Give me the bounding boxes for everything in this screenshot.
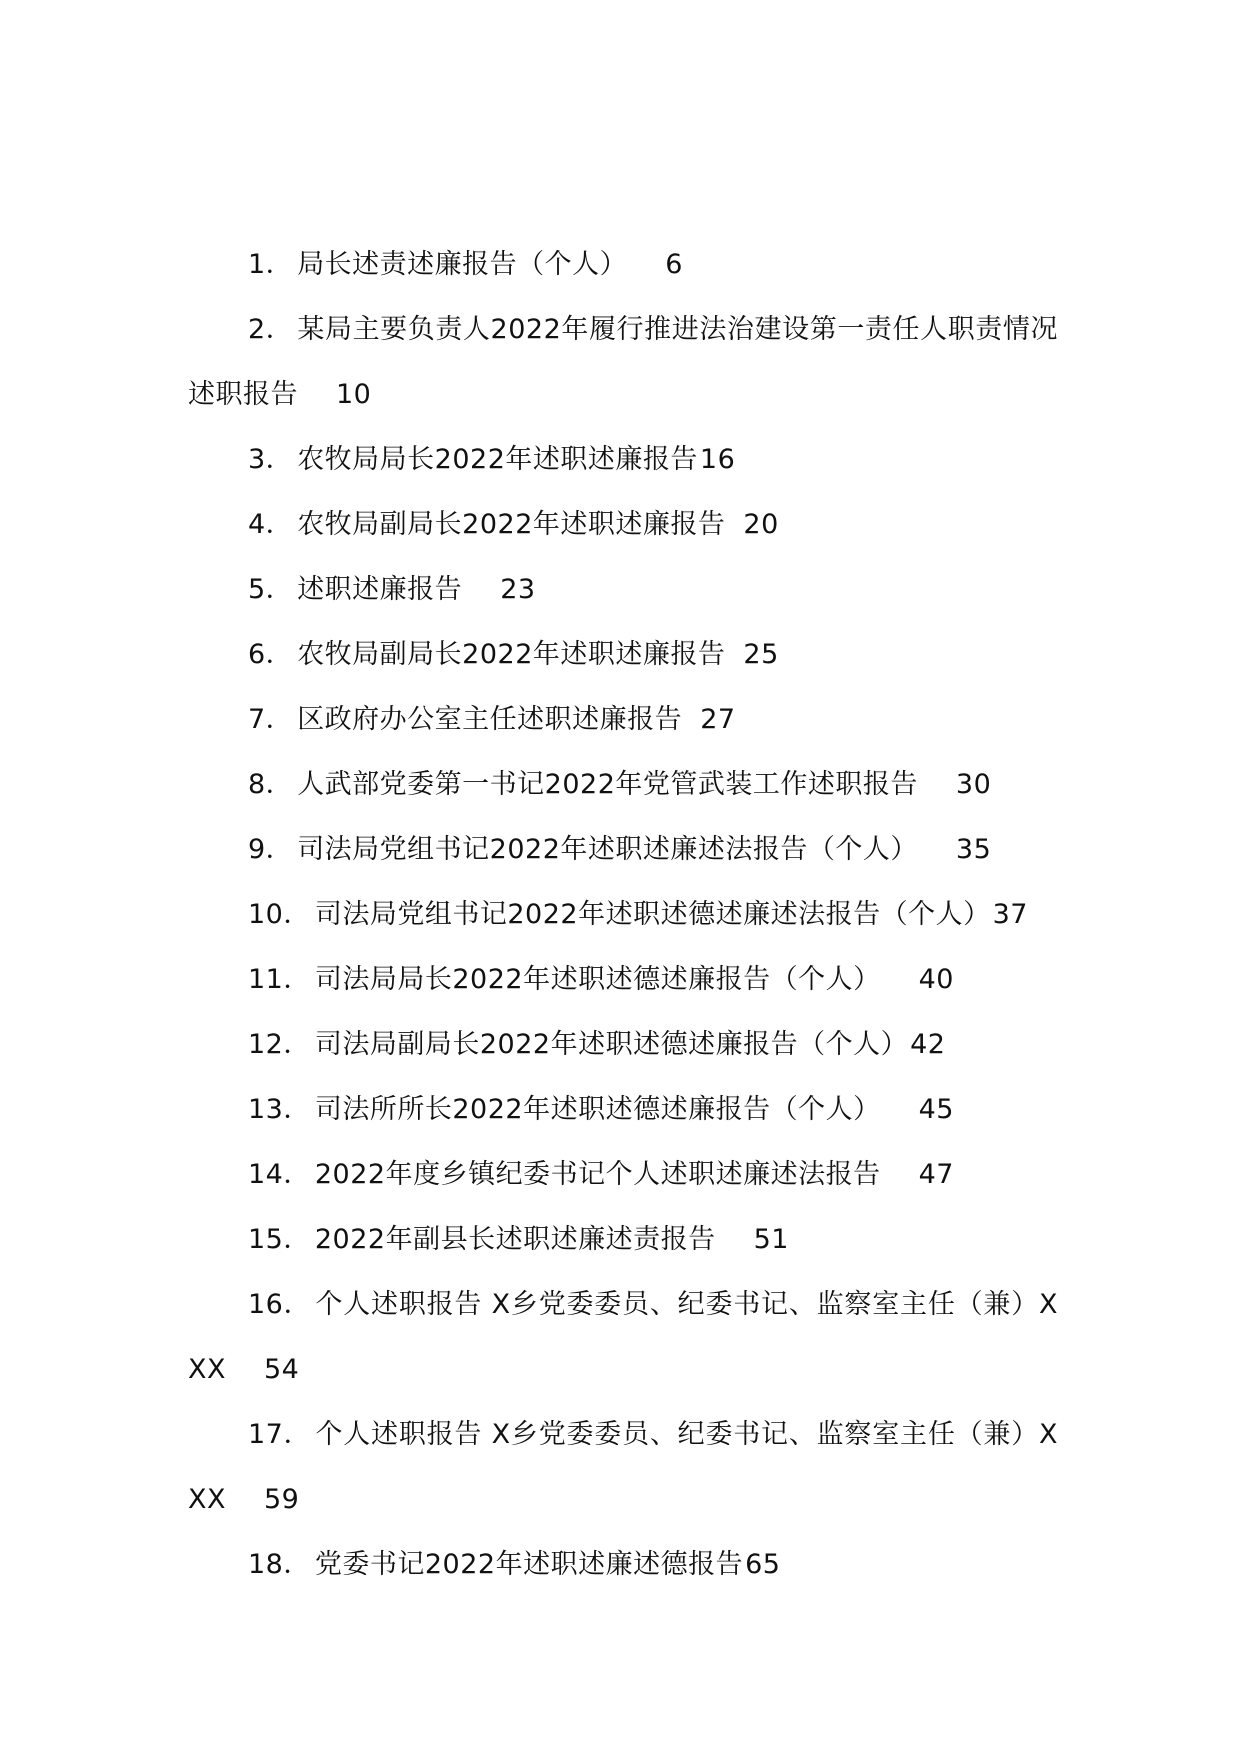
toc-entry-17[interactable] xyxy=(188,1402,1058,1532)
toc-entry-number: 2． xyxy=(248,314,294,345)
toc-entry-title: 党委书记2022年述职述廉述德报告 xyxy=(314,1549,744,1580)
toc-entry-page: 23 xyxy=(500,574,536,605)
toc-entry-title: 某局主要负责人2022年履行推进法治建设第一责任人职责情况述职报告 xyxy=(188,314,1058,410)
toc-entry-number: 16． xyxy=(248,1289,312,1320)
toc-entry-number: 10． xyxy=(248,899,311,930)
toc-entry-12[interactable] xyxy=(188,1012,1058,1077)
toc-entry-number: 3． xyxy=(248,444,294,475)
toc-entry-3[interactable] xyxy=(188,427,1058,492)
toc-entry-6[interactable] xyxy=(188,622,1058,687)
toc-entry-title: 局长述责述廉报告（个人） xyxy=(297,249,628,280)
toc-entry-page: 35 xyxy=(955,834,992,865)
toc-entry-2[interactable] xyxy=(188,297,1058,427)
toc-entry-number: 13． xyxy=(248,1094,311,1125)
toc-entry-title: 2022年度乡镇纪委书记个人述职述廉述法报告 xyxy=(314,1159,881,1190)
toc-entry-page: 37 xyxy=(992,899,1028,930)
toc-entry-8[interactable] xyxy=(188,752,1058,817)
toc-entry-number: 7． xyxy=(248,704,294,735)
toc-entry-13[interactable] xyxy=(188,1077,1058,1142)
toc-entry-page: 20 xyxy=(743,509,779,540)
toc-entry-page: 42 xyxy=(910,1029,946,1060)
toc-entry-title: 区政府办公室主任述职述廉报告 xyxy=(297,704,683,735)
toc-entry-4[interactable] xyxy=(188,492,1058,557)
toc-entry-9[interactable] xyxy=(188,817,1058,882)
toc-entry-number: 15． xyxy=(248,1224,311,1255)
toc-entry-page: 27 xyxy=(700,704,736,735)
toc-entry-1[interactable] xyxy=(188,232,1058,297)
toc-entry-11[interactable] xyxy=(188,947,1058,1012)
toc-entry-number: 8． xyxy=(248,769,294,800)
toc-entry-title: 司法局党组书记2022年述职述德述廉述法报告（个人） xyxy=(314,899,991,930)
toc-entry-number: 4． xyxy=(248,509,294,540)
toc-entry-page: 65 xyxy=(745,1549,781,1580)
toc-entry-number: 9． xyxy=(248,834,294,865)
toc-entry-number: 14． xyxy=(248,1159,311,1190)
toc-entry-5[interactable] xyxy=(188,557,1058,622)
toc-entry-number: 11． xyxy=(248,964,311,995)
toc-entry-page: 10 xyxy=(336,379,372,410)
toc-entry-title: 个人述职报告 X乡党委委员、纪委书记、监察室主任（兼）XXX xyxy=(188,1289,1058,1385)
toc-entry-15[interactable] xyxy=(188,1207,1058,1272)
toc-entry-title: 司法局党组书记2022年述职述廉述法报告（个人） xyxy=(297,834,918,865)
toc-entry-page: 40 xyxy=(918,964,954,995)
table-of-contents xyxy=(188,232,1058,1597)
toc-entry-number: 18． xyxy=(248,1549,311,1580)
toc-entry-page: 51 xyxy=(753,1224,789,1255)
toc-entry-page: 45 xyxy=(918,1094,954,1125)
toc-entry-page: 16 xyxy=(699,444,736,475)
toc-entry-title: 人武部党委第一书记2022年党管武装工作述职报告 xyxy=(297,769,918,800)
toc-entry-number: 6． xyxy=(248,639,294,670)
toc-entry-title: 述职述廉报告 xyxy=(297,574,463,605)
toc-entry-page: 59 xyxy=(264,1484,300,1515)
toc-entry-16[interactable] xyxy=(188,1272,1058,1402)
toc-entry-title: 农牧局副局长2022年述职述廉报告 xyxy=(297,639,726,670)
toc-entry-title: 2022年副县长述职述廉述责报告 xyxy=(314,1224,716,1255)
toc-entry-page: 25 xyxy=(743,639,779,670)
toc-entry-page: 6 xyxy=(665,249,683,280)
toc-entry-number: 5． xyxy=(248,574,294,605)
toc-entry-number: 17． xyxy=(248,1419,312,1450)
toc-entry-title: 司法局副局长2022年述职述德述廉报告（个人） xyxy=(314,1029,909,1060)
toc-entry-page: 47 xyxy=(918,1159,954,1190)
toc-entry-number: 1． xyxy=(248,249,294,280)
toc-entry-number: 12． xyxy=(248,1029,311,1060)
toc-entry-18[interactable] xyxy=(188,1532,1058,1597)
toc-entry-title: 个人述职报告 X乡党委委员、纪委书记、监察室主任（兼）XXX xyxy=(188,1419,1058,1515)
toc-entry-10[interactable] xyxy=(188,882,1058,947)
toc-entry-page: 54 xyxy=(264,1354,300,1385)
toc-entry-title: 农牧局副局长2022年述职述廉报告 xyxy=(297,509,726,540)
toc-entry-14[interactable] xyxy=(188,1142,1058,1207)
toc-entry-title: 司法局局长2022年述职述德述廉报告（个人） xyxy=(314,964,881,995)
toc-entry-title: 司法所所长2022年述职述德述廉报告（个人） xyxy=(314,1094,881,1125)
toc-entry-7[interactable] xyxy=(188,687,1058,752)
toc-entry-title: 农牧局局长2022年述职述廉报告 xyxy=(297,444,698,475)
toc-entry-page: 30 xyxy=(955,769,992,800)
